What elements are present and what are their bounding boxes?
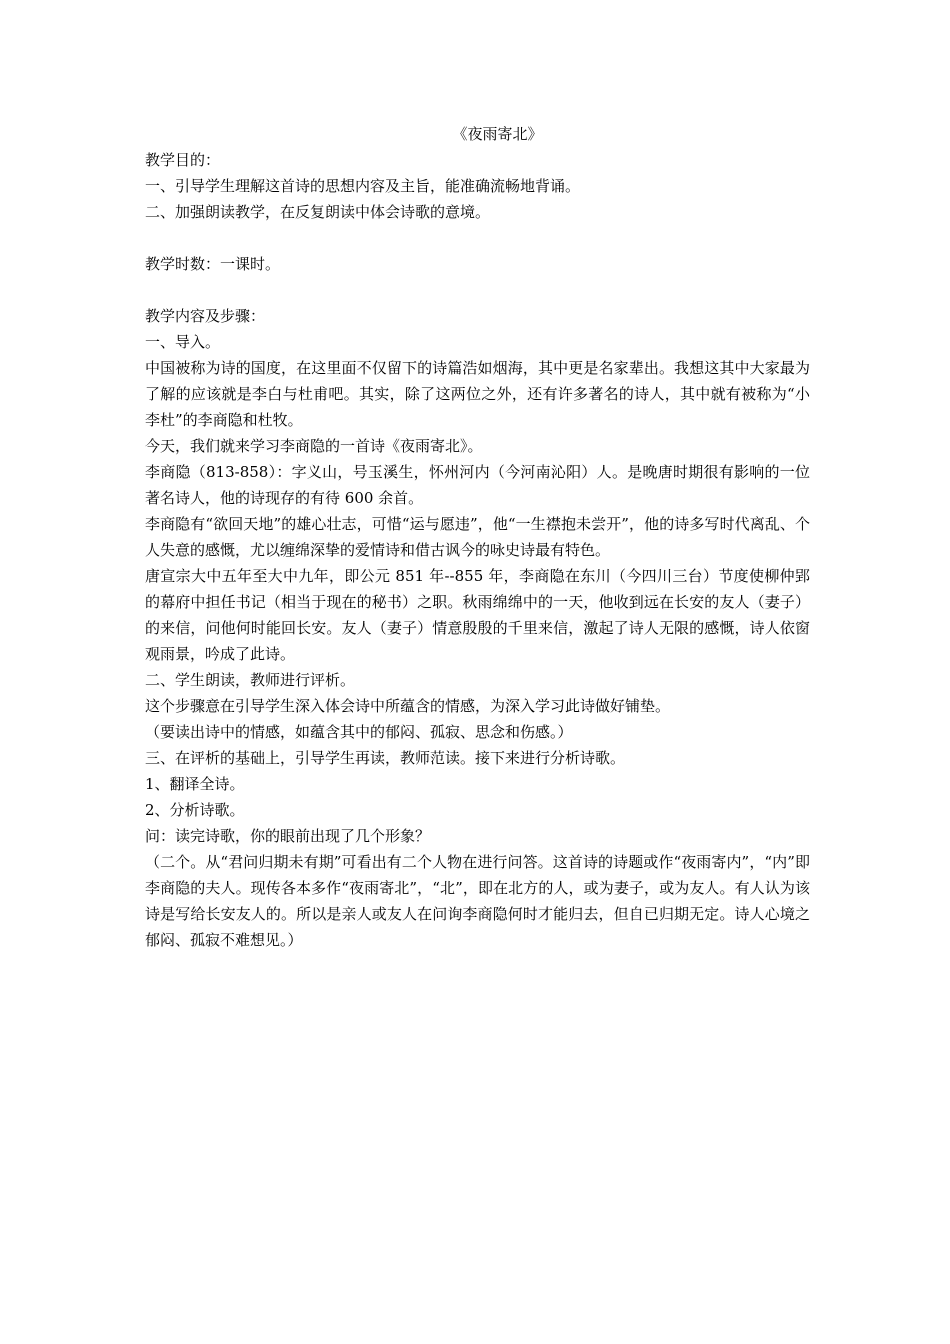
paragraph: （要读出诗中的情感，如蕴含其中的郁闷、孤寂、思念和伤感。） bbox=[145, 723, 573, 741]
step-heading: 三、在评析的基础上，引导学生再读，教师范读。接下来进行分析诗歌。 bbox=[145, 749, 626, 767]
step-heading: 一、导入。 bbox=[145, 333, 221, 351]
blank-line bbox=[145, 277, 810, 303]
paragraph: 中国被称为诗的国度，在这里面不仅留下的诗篇浩如烟海，其中更是名家辈出。我想这其中大家最为了解的应该就是李白与杜甫吧。其实，除了这两位之外，还有许多著名的诗人，其中就有被称为“小李杜”的李商隐和杜牧。 bbox=[145, 359, 810, 429]
sub-step: 1、翻译全诗。 bbox=[145, 775, 245, 793]
sub-step: 2、分析诗歌。 bbox=[145, 801, 245, 819]
document-title: 《夜雨寄北》 bbox=[452, 125, 543, 143]
teaching-hours: 教学时数：一课时。 bbox=[145, 255, 281, 273]
paragraph: 李商隐有“欲回天地”的雄心壮志，可惜“运与愿违”，他“一生襟抱未尝开”，他的诗多写时代离乱、个人失意的感慨，尤以缠绵深挚的爱情诗和借古讽今的咏史诗最有特色。 bbox=[145, 515, 810, 559]
objectives-heading: 教学目的： bbox=[145, 151, 221, 169]
question: 问：读完诗歌，你的眼前出现了几个形象？ bbox=[145, 827, 431, 845]
content-heading: 教学内容及步骤： bbox=[145, 307, 266, 325]
objective-item: 二、加强朗读教学，在反复朗读中体会诗歌的意境。 bbox=[145, 203, 491, 221]
step-heading: 二、学生朗读，教师进行评析。 bbox=[145, 671, 356, 689]
paragraph: 唐宣宗大中五年至大中九年，即公元 851 年--855 年，李商隐在东川（今四川三台）节度使柳仲郢的幕府中担任书记（相当于现在的秘书）之职。秋雨绵绵中的一天，他收到远在长安的友人（妻子）的来信，问他何时能回长安。友人（妻子）情意殷殷的千里来信，激起了诗人无限的感慨，诗人依窗观雨景，吟成了此诗。 bbox=[145, 567, 810, 663]
paragraph: 李商隐（813-858）：字义山，号玉溪生，怀州河内（今河南沁阳）人。是晚唐时期很有影响的一位著名诗人，他的诗现存的有待 600 余首。 bbox=[145, 463, 810, 507]
document-body bbox=[145, 121, 810, 953]
objective-item: 一、引导学生理解这首诗的思想内容及主旨，能准确流畅地背诵。 bbox=[145, 177, 581, 195]
paragraph: 这个步骤意在引导学生深入体会诗中所蕴含的情感，为深入学习此诗做好铺垫。 bbox=[145, 697, 671, 715]
answer: （二个。从“君问归期未有期”可看出有二个人物在进行问答。这首诗的诗题或作“夜雨寄内”，“内”即李商隐的夫人。现传各本多作“夜雨寄北”，“北”，即在北方的人，或为妻子，或为友人。有人认为该诗是写给长安友人的。所以是亲人或友人在问询李商隐何时才能归去，但自已归期无定。诗人心境之郁闷、孤寂不难想见。） bbox=[145, 853, 810, 949]
paragraph: 今天，我们就来学习李商隐的一首诗《夜雨寄北》。 bbox=[145, 437, 483, 455]
blank-line bbox=[145, 225, 810, 251]
